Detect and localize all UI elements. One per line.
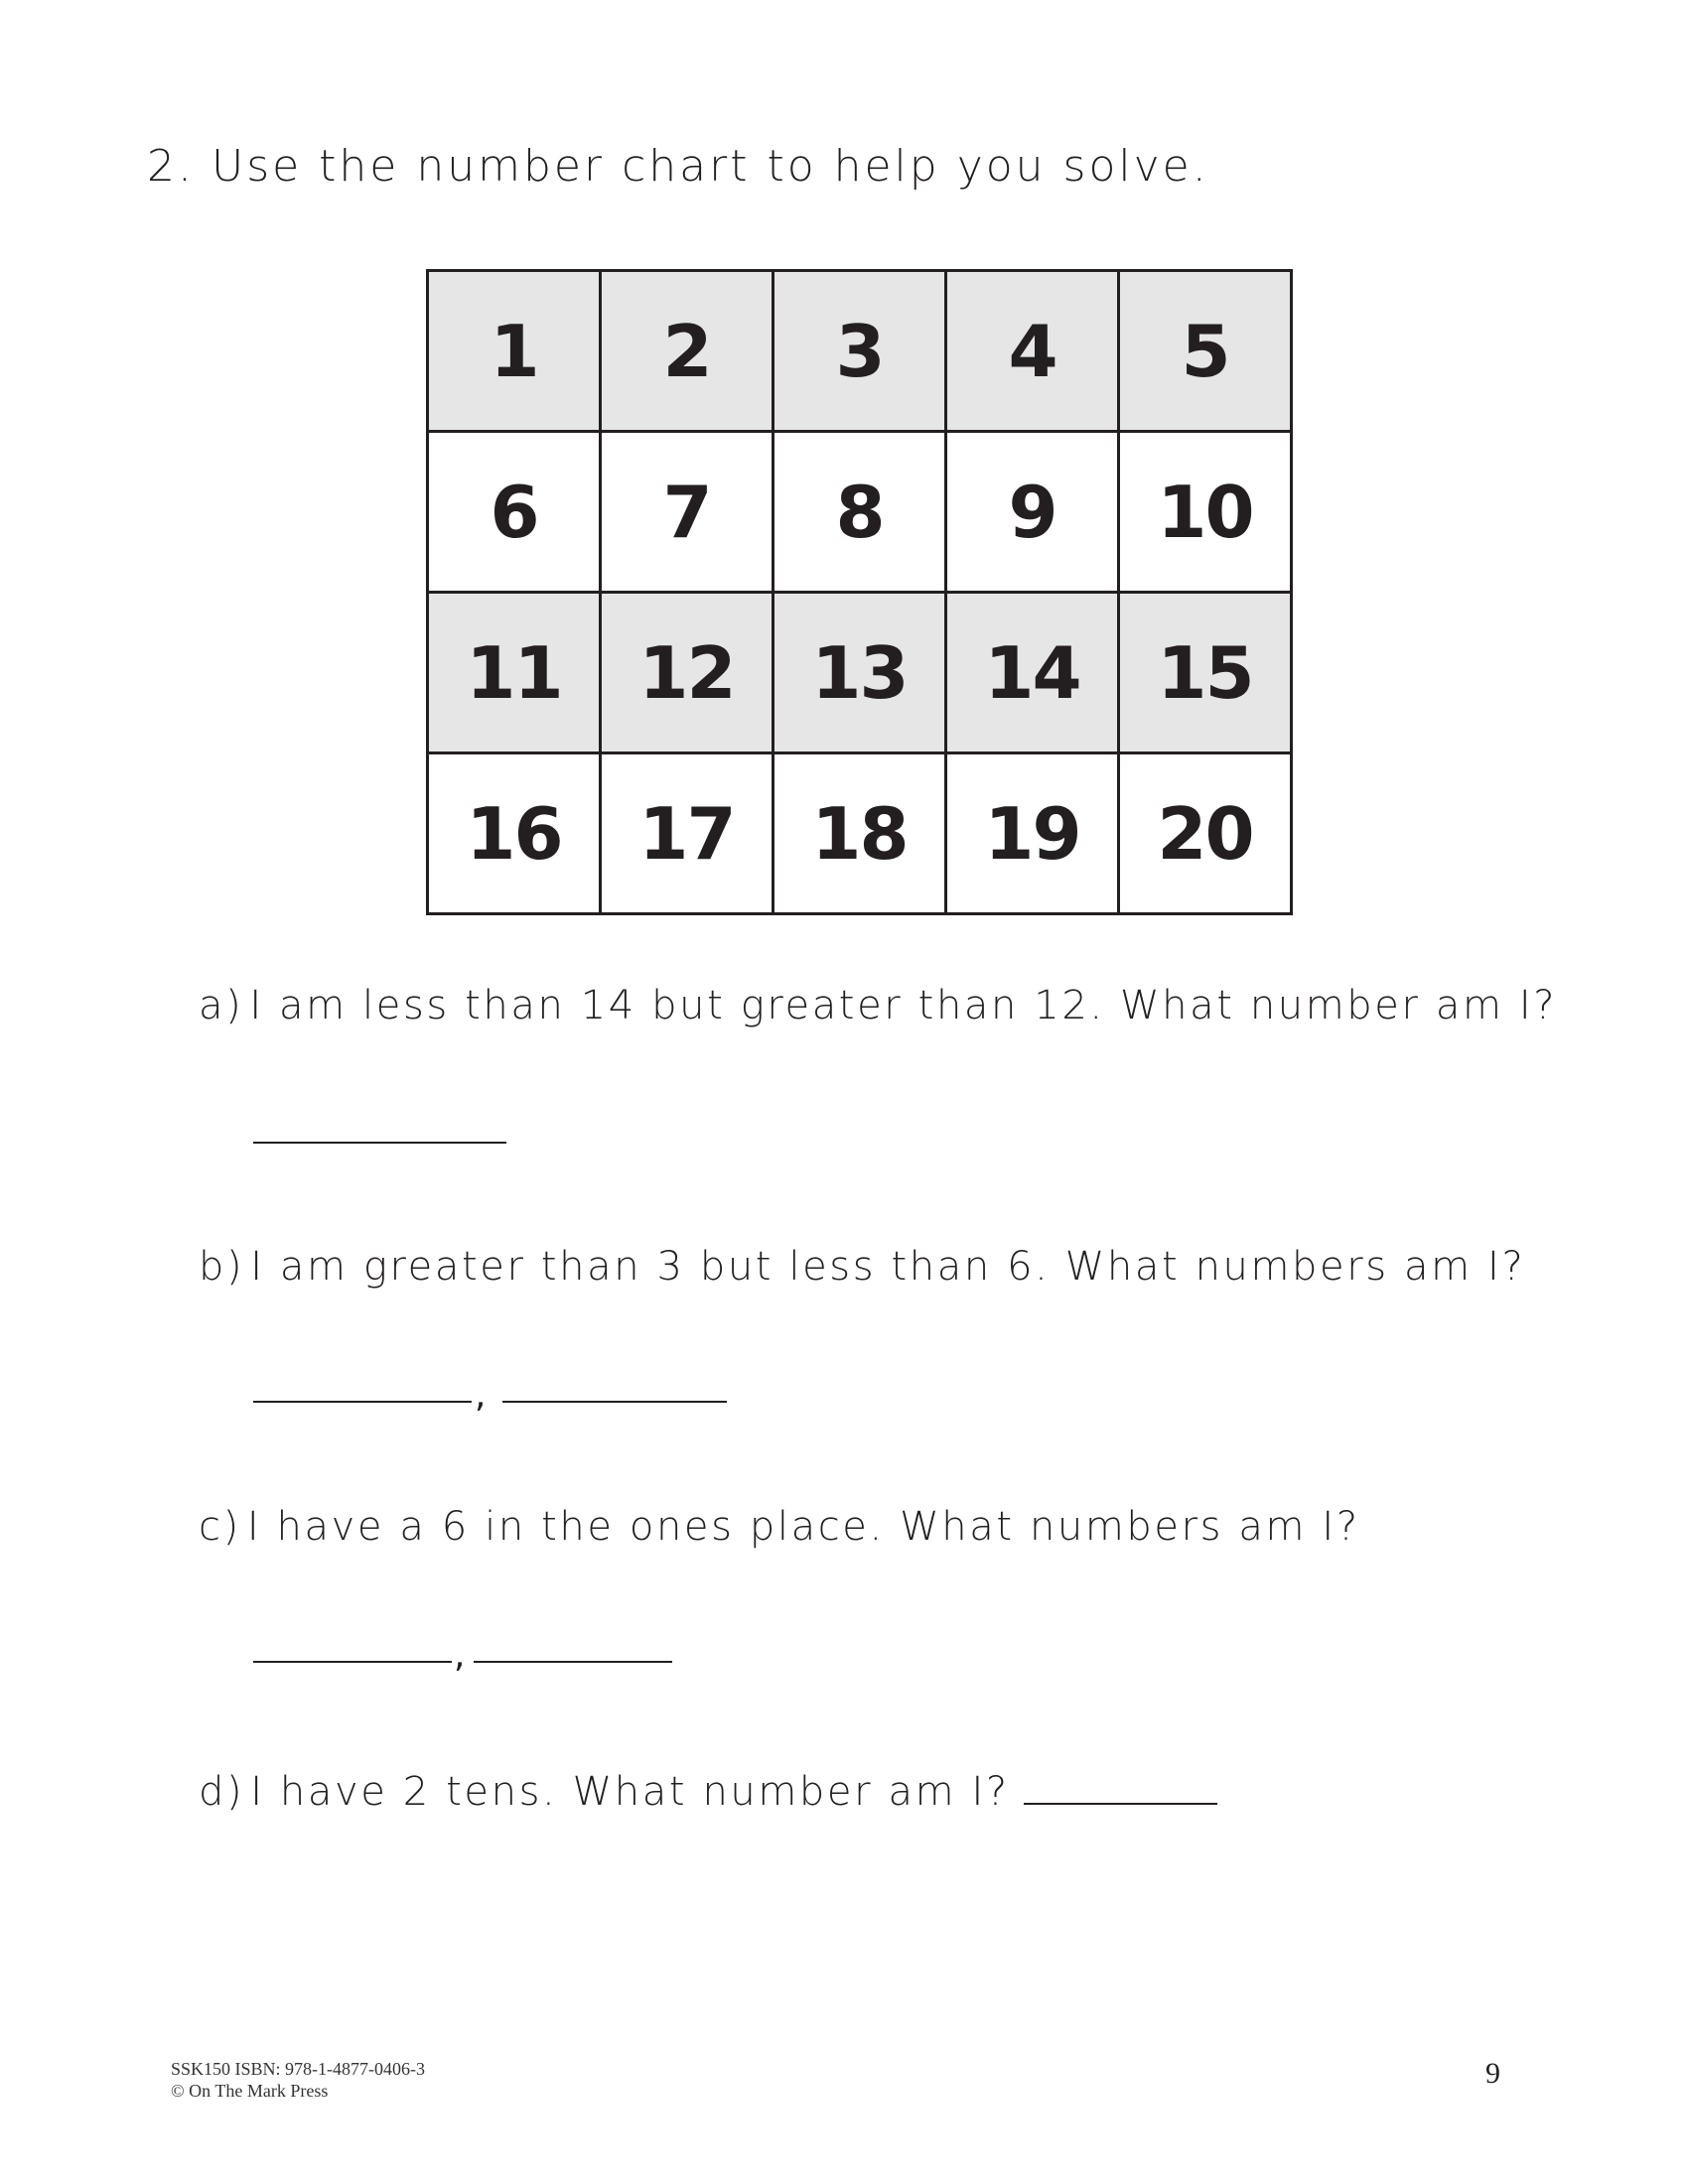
answer-blank-b2[interactable] [502,1401,727,1403]
blank-separator: , [454,1635,466,1676]
chart-cell: 3 [774,271,946,432]
chart-cell: 4 [946,271,1119,432]
chart-cell: 18 [774,753,946,914]
chart-cell: 7 [601,432,774,593]
question-number: 2. [147,141,195,192]
chart-cell: 17 [601,753,774,914]
chart-cell: 20 [1119,753,1292,914]
chart-cell: 1 [428,271,601,432]
part-text: I am greater than 3 but less than 6. What numbers am I? [250,1244,1526,1290]
answer-blank-d[interactable] [1024,1765,1217,1805]
chart-cell: 9 [946,432,1119,593]
chart-cell: 10 [1119,432,1292,593]
chart-cell: 14 [946,593,1119,753]
chart-cell: 6 [428,432,601,593]
part-text: I am less than 14 but greater than 12. What number am I? [249,983,1558,1028]
part-letter: c) [199,1504,241,1550]
answer-blank-c2[interactable] [474,1661,672,1663]
part-b [199,1244,1525,1290]
chart-row [428,432,1292,593]
chart-cell: 15 [1119,593,1292,753]
question-instruction [147,141,1209,192]
chart-row [428,271,1292,432]
part-text: I have 2 tens. What number am I? [250,1769,1010,1815]
chart-cell: 13 [774,593,946,753]
part-letter: a) [199,983,244,1028]
page-number: 9 [1485,2057,1500,2090]
part-a [199,983,1557,1028]
chart-cell: 12 [601,593,774,753]
answer-blank-a[interactable] [253,1142,506,1144]
number-chart [426,269,1293,915]
chart-cell: 2 [601,271,774,432]
chart-cell: 8 [774,432,946,593]
footer-isbn: SSK150 ISBN: 978-1-4877-0406-3 [171,2059,426,2079]
footer [171,2058,425,2102]
part-c [199,1504,1360,1550]
footer-copyright: © On The Mark Press [171,2081,329,2101]
answer-blank-c1[interactable] [253,1661,452,1663]
chart-cell: 19 [946,753,1119,914]
chart-cell: 5 [1119,271,1292,432]
chart-row [428,593,1292,753]
chart-cell: 16 [428,753,601,914]
chart-cell: 11 [428,593,601,753]
answer-blank-b1[interactable] [253,1401,472,1403]
question-text: Use the number chart to help you solve. [211,141,1209,192]
part-letter: d) [199,1769,245,1815]
part-text: I have a 6 in the ones place. What numbers am I? [246,1504,1360,1550]
part-letter: b) [199,1244,245,1290]
part-d [199,1765,1217,1815]
chart-row [428,753,1292,914]
blank-separator: , [475,1375,487,1416]
